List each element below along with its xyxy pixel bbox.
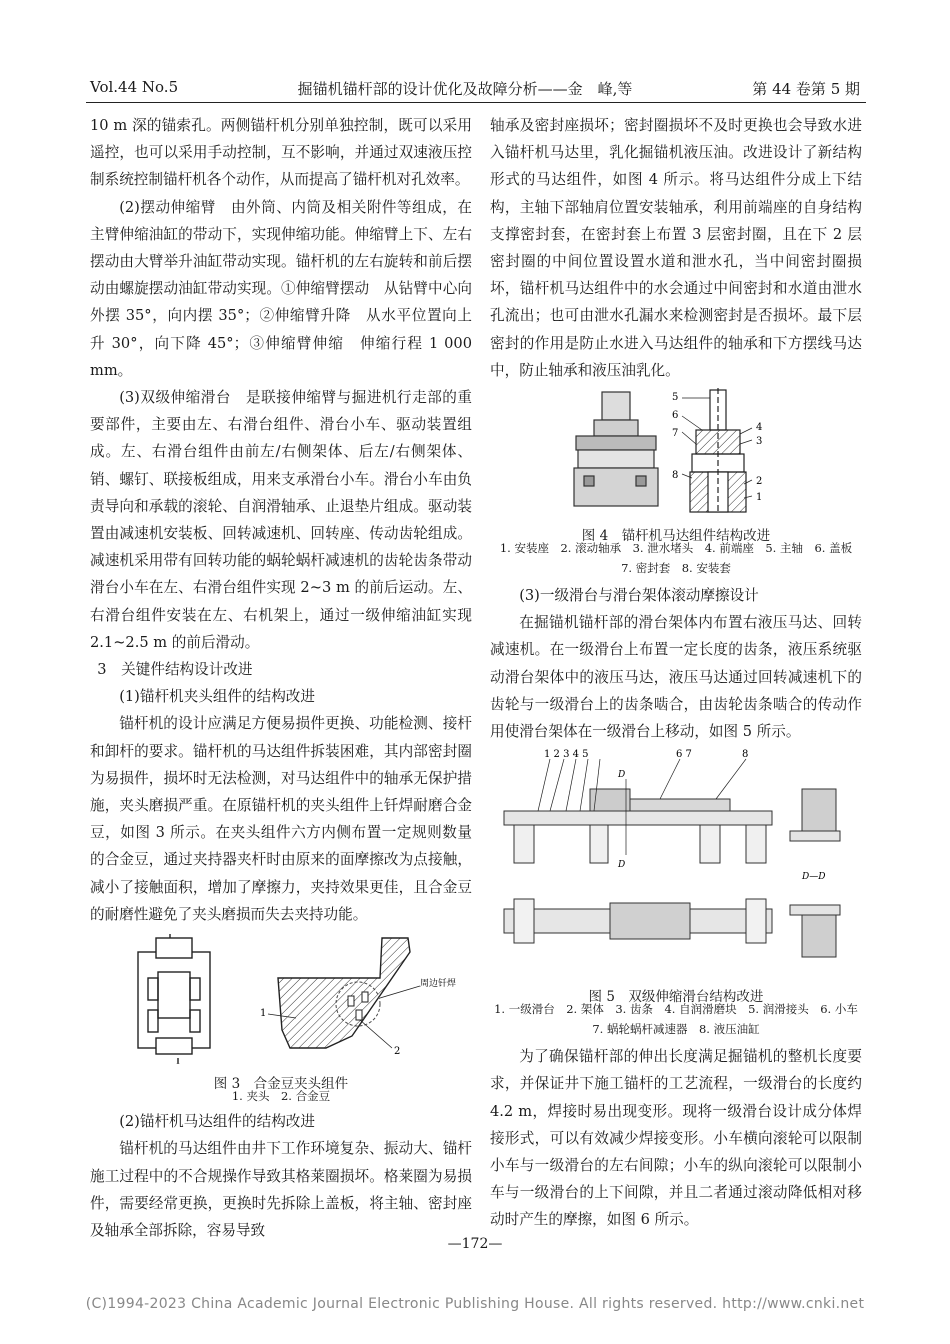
fig5-section-mark-bottom: D [618,860,626,871]
figure-4 [490,388,862,545]
subsection-heading: (2)锚杆机马达组件的结构改进 [119,1113,315,1131]
figure-3-drawing [90,934,472,1064]
slide-top-view [504,899,772,943]
page-number: —172— [447,1236,503,1252]
figure-5-legend-line1: 1. 一级滑台 2. 架体 3. 齿条 4. 自润滑磨块 5. 润滑接头 6. 小车 [494,1002,858,1017]
running-title-text: 掘锚机锚杆部的设计优化及故障分析——金 峰,等 [297,80,633,98]
fig5-section-title: D—D [802,872,826,883]
chuck-front-view [138,934,210,1064]
fig4-label-7: 7 [672,428,679,440]
figure-3 [90,934,472,1093]
fig4-label-5: 5 [672,392,679,404]
fig4-label-6: 6 [672,410,679,422]
figure-5-drawing [490,749,862,977]
label-2: 2 [394,1046,401,1058]
figure-4-legend-line1: 1. 安装座 2. 滚动轴承 3. 泄水堵头 4. 前端座 5. 主轴 6. 盖板 [499,541,853,556]
figure-5-caption: 图 5 双级伸缩滑台结构改进 [588,989,764,1006]
figure-3-legend: 1. 夹头 2. 合金豆 [231,1089,331,1104]
fig5-labels-1-5: 1 2 3 4 5 [544,749,589,761]
paragraph: 锚杆机的马达组件由井下工作环境复杂、振动大、锚杆施工过程中的不合规操作导致其格莱圈损坏。格莱圈为易损件，需要经常更换，更换时先拆除上盖板，将主轴、密封座及轴承全部拆除，容易导致 [90,1140,472,1239]
paragraph: 为了确保锚杆部的伸出长度满足掘锚机的整机长度要求，并保证井下施工锚杆的工艺流程，一级滑台的长度约 4.2 m，焊接时易出现变形。现将一级滑台设计成分体焊接形式，可以有效减少焊接变形。小车横向滚轮可以限制小车与一级滑台的左右间隙；小车的纵向滚轮可以限制小车与一级滑台的上下间隙，并且二者通过滚动降低相对移动时产生的摩擦，如图 6 所示。 [490,1048,862,1229]
weld-label: 周边钎焊 [420,979,457,990]
paragraph: 在掘锚机锚杆部的滑台架体内布置右液压马达、回转减速机。在一级滑台上布置一定长度的齿条，液压系统驱动滑台架体中的液压马达，液压马达通过回转减速机下的齿轮与一级滑台上的齿条啮合，由齿轮齿条啮合的传动作用使滑台架体在一级滑台上移动，如图 5 所示。 [490,614,862,741]
journal-volume: Vol.44 No.5 [90,78,179,96]
chuck-section-view [268,938,420,1048]
fig4-label-2: 2 [756,476,763,488]
fig5-section-mark-top: D [618,770,626,781]
left-column [90,112,472,1244]
subsection-heading: (3)一级滑台与滑台架体滚动摩擦设计 [519,587,759,605]
paragraph: (2)摆动伸缩臂 由外筒、内筒及相关附件等组成，在主臂伸缩油缸的带动下，实现伸缩功能。伸缩臂上下、左右摆动由大臂举升油缸带动实现。锚杆机的左右旋转和前后摆动由螺旋摆动油缸带动实现。①伸缩臂摆动 从钻臂中心向外摆 35°，向内摆 35°；②伸缩臂升降 从水平位置向上升 30°，向下降 45°；③伸缩臂伸缩 伸缩行程 1 000 mm。 [90,198,472,379]
right-column [490,112,862,1234]
figure-5 [490,749,862,1006]
figure-4-legend-line2: 7. 密封套 8. 安装套 [621,561,731,576]
motor-section-drawing [690,388,746,514]
subsection-heading: (1)锚杆机夹头组件的结构改进 [119,688,315,706]
fig5-labels-6-7: 6 7 [676,749,692,761]
label-1: 1 [260,1008,267,1020]
figure-3-caption: 图 3 合金豆夹头组件 [213,1076,349,1093]
figure-4-caption: 图 4 锚杆机马达组件结构改进 [581,528,771,545]
section-heading: 3 关键件结构设计改进 [97,661,253,679]
motor-assembly-photo [574,392,658,506]
fig4-label-1: 1 [756,492,763,504]
paragraph: (3)双级伸缩滑台 是联接伸缩臂与掘进机行走部的重要部件，主要由左、右滑台组件、滑台小车、驱动装置组成。左、右滑台组件由前左/右侧架体、后左/右侧架体、销、螺钉、联接板组成，用来支承滑台小车。滑台小车由负责导向和承载的滚轮、自润滑轴承、止退垫片组成。驱动装置由减速机安装板、回转减速机、回转座、传动齿轮组成。减速机采用带有回转功能的蜗轮蜗杆减速机的齿轮齿条带动滑台小车在左、右滑台组件实现 2~3 m 的前后运动。左、右滑台组件安装在左、右机架上，通过一级伸缩油缸实现 2.1~2.5 m 的前后滑动。 [90,389,472,651]
fig5-label-8: 8 [742,749,749,761]
fig4-label-4: 4 [756,422,763,434]
slide-side-view [504,789,772,863]
fig4-label-3: 3 [756,436,763,448]
header-rule [86,102,866,103]
copyright-footer: (C)1994-2023 China Academic Journal Electronic Publishing House. All rights reserved. http://www.cnki.net [85,1296,865,1312]
paragraph: 10 m 深的锚索孔。两侧锚杆机分别单独控制，既可以采用遥控，也可以采用手动控制，互不影响，并通过双速液压控制系统控制锚杆机各个动作，从而提高了锚杆机对孔效率。 [90,117,472,189]
paragraph: 锚杆机的设计应满足方便易损件更换、功能检测、接杆和卸杆的要求。锚杆机的马达组件拆装困难，其内部密封圈为易损件，损坏时无法检测，对马达组件中的轴承无保护措施，夹头磨损严重。在原锚杆机的夹头组件上钎焊耐磨合金豆，如图 3 所示。在夹头组件六方内侧布置一定规则数量的合金豆，通过夹持器夹杆时由原来的面摩擦改为点接触，减小了接触面积，增加了摩擦力，夹持效果更佳，且合金豆的耐磨性避免了夹头磨损而失去夹持功能。 [90,715,472,923]
journal-issue: 第 44 卷第 5 期 [752,80,860,98]
paragraph: 轴承及密封座损坏；密封圈损坏不及时更换也会导致水进入锚杆机马达里，乳化掘锚机液压油。改进设计了新结构形式的马达组件，如图 4 所示。将马达组件分成上下结构，主轴下部轴肩位置安装轴承，利用前端座的自身结构支撑密封套，在密封套上布置 3 层密封圈，且在下 2 层密封圈的中间位置设置水道和泄水孔，当中间密封圈损坏，锚杆机马达组件中的水会通过中间密封和水道由泄水孔流出；也可由泄水孔漏水来检测密封是否损坏。最下层密封的作用是防止水进入马达组件的轴承和下方摆线马达中，防止轴承和液压油乳化。 [490,117,862,379]
figure-5-legend-line2: 7. 蜗轮蜗杆减速器 8. 液压油缸 [592,1022,760,1037]
fig4-label-8: 8 [672,470,679,482]
figure-4-drawing [490,388,862,516]
